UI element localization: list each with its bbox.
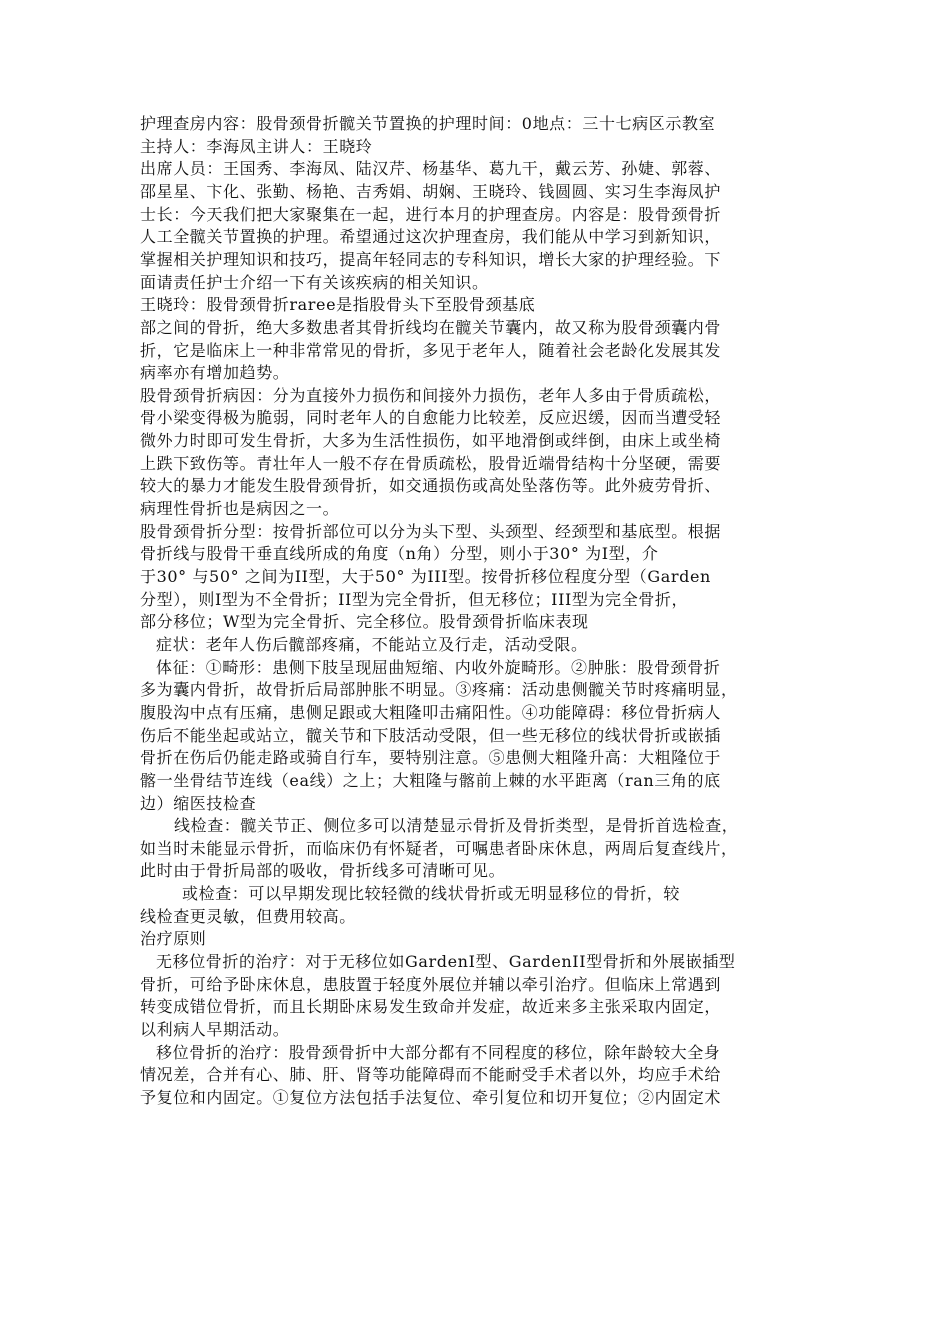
text-line: 士长：今天我们把大家聚集在一起，进行本月的护理查房。内容是：股骨颈骨折 <box>140 204 722 224</box>
text-line: 以利病人早期活动。 <box>140 1020 290 1039</box>
text-line: 出席人员：王国秀、李海凤、陆汉芹、杨基华、葛九干，戴云芳、孙婕、郭蓉、 <box>140 159 722 179</box>
text-line: 或检查：可以早期发现比较轻微的线状骨折或无明显移位的骨折，较 <box>182 884 681 904</box>
text-line: 折，它是临床上一种非常常见的骨折，多见于老年人，随着社会老龄化发展其发 <box>140 340 722 360</box>
text-line: 移位骨折的治疗：股骨颈骨折中大部分都有不同程度的移位，除年龄较大全身 <box>156 1042 721 1062</box>
text-line: 腹股沟中点有压痛，患侧足跟或大粗隆叩击痛阳性。④功能障碍：移位骨折病人 <box>140 702 722 722</box>
text-line: 骨折线与股骨干垂直线所成的角度（n角）分型，则小于30° 为I型，介 <box>140 544 659 564</box>
text-line: 王晓玲：股骨颈骨折raree是指股骨头下至股骨颈基底 <box>140 295 536 315</box>
text-line: 面请责任护士介绍一下有关该疾病的相关知识。 <box>140 272 489 292</box>
text-line: 护理查房内容：股骨颈骨折髋关节置换的护理时间：0地点：三十七病区示教室 <box>140 114 716 133</box>
text-line: 无移位骨折的治疗：对于无移位如GardenI型、GardenII型骨折和外展嵌插型 <box>156 952 736 971</box>
text-line: 骨折在伤后仍能走路或骑自行车，要特别注意。⑤患侧大粗隆升高：大粗隆位于 <box>140 748 722 768</box>
text-line: 部分移位；W型为完全骨折、完全移位。股骨颈骨折临床表现 <box>140 612 589 632</box>
text-line: 转变成错位骨折，而且长期卧床易发生致命并发症，故近来多主张采取内固定， <box>140 997 722 1017</box>
text-line: 股骨颈骨折病因：分为直接外力损伤和间接外力损伤，老年人多由于骨质疏松， <box>140 385 722 405</box>
text-line: 人工全髋关节置换的护理。希望通过这次护理查房，我们能从中学习到新知识， <box>140 227 722 247</box>
text-line: 较大的暴力才能发生股骨颈骨折，如交通损伤或高处坠落伤等。此外疲劳骨折、 <box>140 476 722 496</box>
text-line: 邵星星、卞化、张勤、杨艳、吉秀娟、胡娴、王晓玲、钱圆圆、实习生李海凤护 <box>140 181 722 201</box>
text-line: 于30° 与50° 之间为II型，大于50° 为III型。按骨折移位程度分型（Garden <box>140 567 711 586</box>
text-line: 部之间的骨折，绝大多数患者其骨折线均在髋关节囊内，故又称为股骨颈囊内骨 <box>140 317 722 337</box>
text-line: 骨小梁变得极为脆弱，同时老年人的自愈能力比较差，反应迟缓，因而当遭受轻 <box>140 408 722 428</box>
text-line: 上跌下致伤等。青壮年人一般不存在骨质疏松，股骨近端骨结构十分坚硬，需要 <box>140 453 722 473</box>
text-line: 予复位和内固定。①复位方法包括手法复位、牵引复位和切开复位；②内固定术 <box>140 1087 722 1107</box>
text-line: 髂一坐骨结节连线（ea线）之上；大粗隆与髂前上棘的水平距离（ran三角的底 <box>140 770 721 790</box>
text-line: 伤后不能坐起或站立，髋关节和下肢活动受限，但一些无移位的线状骨折或嵌插 <box>140 725 722 745</box>
text-line: 此时由于骨折局部的吸收，骨折线多可清晰可见。 <box>140 861 506 881</box>
text-line: 主持人：李海凤主讲人：王晓玲 <box>140 136 373 156</box>
text-line: 病理性骨折也是病因之一。 <box>140 499 340 518</box>
text-line: 线检查更灵敏，但费用较高。 <box>140 906 356 926</box>
text-line: 股骨颈骨折分型：按骨折部位可以分为头下型、头颈型、经颈型和基底型。根据 <box>140 521 722 541</box>
text-line: 多为囊内骨折，故骨折后局部肿胀不明显。③疼痛：活动患侧髋关节时疼痛明显， <box>140 680 738 700</box>
text-line: 症状：老年人伤后髋部疼痛，不能站立及行走，活动受限。 <box>156 634 588 654</box>
text-line: 病率亦有增加趋势。 <box>140 363 290 383</box>
text-line: 骨折，可给予卧床休息，患肢置于轻度外展位并辅以牵引治疗。但临床上常遇到 <box>140 974 722 994</box>
text-line: 治疗原则 <box>140 929 207 949</box>
text-line: 分型），则I型为不全骨折；II型为完全骨折，但无移位；III型为完全骨折， <box>140 589 689 609</box>
text-line: 微外力时即可发生骨折，大多为生活性损伤，如平地滑倒或绊倒，由床上或坐椅 <box>140 431 722 451</box>
text-line: 体征：①畸形：患侧下肢呈现屈曲短缩、内收外旋畸形。②肿胀：股骨颈骨折 <box>156 657 721 677</box>
text-line: 如当时未能显示骨折，而临床仍有怀疑者，可嘱患者卧床休息，两周后复查线片， <box>140 838 738 858</box>
text-line: 线检查：髋关节正、侧位多可以清楚显示骨折及骨折类型，是骨折首选检查， <box>174 816 739 836</box>
text-line: 情况差，合并有心、肺、肝、肾等功能障碍而不能耐受手术者以外，均应手术给 <box>140 1065 722 1085</box>
text-line: 边）缩医技检查 <box>140 793 257 813</box>
text-line: 掌握相关护理知识和技巧，提高年轻同志的专科知识，增长大家的护理经验。下 <box>140 249 722 269</box>
